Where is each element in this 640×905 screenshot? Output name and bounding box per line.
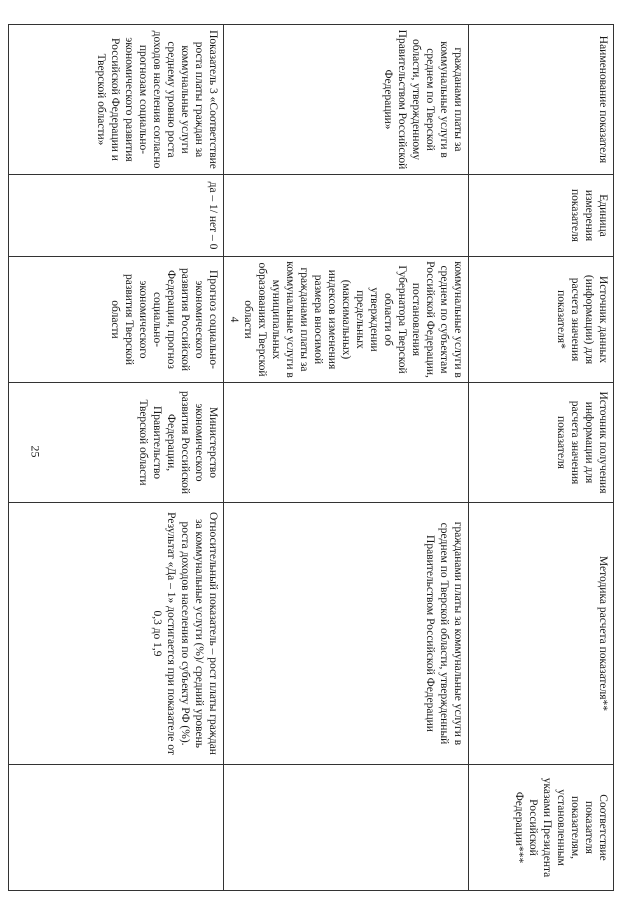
- table-cell: [224, 765, 469, 891]
- table-cell: [224, 383, 469, 503]
- header-cell: Наименование показателя: [469, 25, 614, 175]
- header-cell: Источник получения информации для расчета значения показателя: [469, 383, 614, 503]
- table-cell: Относительный показатель – рост платы граждан за коммунальные услуги (%)/ средний уровень роста доходов населения по субъекту РФ (%). Результат «Да – 1» достигается при показателе от 0,3 до 1,9: [9, 503, 224, 765]
- table-cell: Показатель 3 «Соответствие роста платы граждан за коммунальные услуги среднему уровню роста доходов населения согласно прогнозам социально-экономического развития Российской Федерации и Тверской области»: [9, 25, 224, 175]
- table-row: [9, 25, 224, 891]
- table-header-row: [469, 25, 614, 891]
- table-row: [224, 25, 469, 891]
- table-cell: гражданами платы за коммунальные услуги в среднем по Тверской области, утвержденный Правительством Российской Федерации: [224, 503, 469, 765]
- indicator-table: [8, 24, 614, 891]
- header-cell: Соответствие показателя показателям, установленным указами Президента Российской Федерации***: [469, 765, 614, 891]
- table-cell: [224, 175, 469, 257]
- table-cell-text: коммунальные услуги в среднем по субъектам Российской Федерации, постановления Губернатора Тверской области об утверждении предельных (максимальных) индексов изменения размера вносимой гражданами платы за коммунальные услуги в муниципальных образованиях Тверской области: [242, 261, 464, 378]
- header-cell: Источник данных (информации) для расчета значения показателя*: [469, 257, 614, 383]
- table-cell: [224, 257, 469, 383]
- header-cell: Методика расчета показателя**: [469, 503, 614, 765]
- column-number-mark: 4: [228, 316, 240, 323]
- rotated-table-container: [82, 24, 614, 890]
- table-cell: Прогноз социально-экономического развития Российской Федерации, прогноз социально-экономического развития Тверской области: [9, 257, 224, 383]
- table-cell: Министерство экономического развития Российской Федерации, Правительство Тверской области: [9, 383, 224, 503]
- table-cell: гражданами платы за коммунальные услуги в среднем по Тверской области, утвержденному Правительством Российской Федерации»: [224, 25, 469, 175]
- header-cell: Единица измерения показателя: [469, 175, 614, 257]
- table-cell: да – 1/ нет – 0: [9, 175, 224, 257]
- table-cell: [9, 765, 224, 891]
- page-number: 25: [28, 445, 43, 458]
